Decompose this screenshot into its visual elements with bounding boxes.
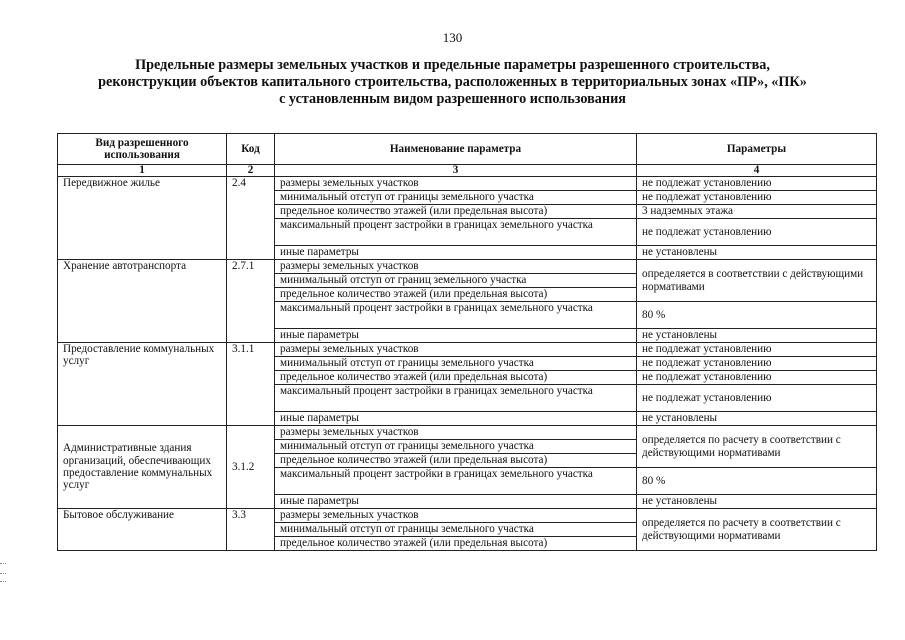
parameter-name-cell: предельное количество этажей (или предельная высота)	[275, 205, 637, 219]
code-cell: 3.1.1	[227, 343, 275, 426]
parameter-name-cell: размеры земельных участков	[275, 260, 637, 274]
parameter-value-cell: не подлежат установлению	[637, 177, 877, 191]
table-row	[58, 260, 877, 274]
table-row	[58, 343, 877, 357]
table-row	[58, 509, 877, 523]
usage-type-cell: Бытовое обслуживание	[58, 509, 227, 551]
code-cell: 3.1.2	[227, 426, 275, 509]
parameter-name-cell: предельное количество этажей (или предельная высота)	[275, 537, 637, 551]
parameter-value-cell: определяется по расчету в соответствии с действующими нормативами	[637, 426, 877, 468]
parameter-value-cell: не установлены	[637, 412, 877, 426]
parameter-name-cell: минимальный отступ от границы земельного участка	[275, 357, 637, 371]
parameter-name-cell: размеры земельных участков	[275, 509, 637, 523]
column-number: 1	[58, 165, 227, 177]
parameter-value-cell: не подлежат установлению	[637, 371, 877, 385]
parameter-name-cell: размеры земельных участков	[275, 426, 637, 440]
parameter-value-cell: не подлежат установлению	[637, 191, 877, 205]
column-number: 2	[227, 165, 275, 177]
title-line-2: реконструкции объектов капитального строительства, расположенных в территориальных зонах «ПР», «ПК»	[98, 74, 807, 90]
scan-edge-mark	[0, 573, 6, 574]
parameter-value-cell: не установлены	[637, 329, 877, 343]
parameter-value-cell: определяется в соответствии с действующими нормативами	[637, 260, 877, 302]
title-line-1: Предельные размеры земельных участков и предельные параметры разрешенного строительства,	[135, 57, 770, 73]
parameter-value-cell: не подлежат установлению	[637, 357, 877, 371]
parameter-name-cell: минимальный отступ от границы земельного участка	[275, 523, 637, 537]
parameter-value-cell: не установлены	[637, 246, 877, 260]
page-number: 130	[442, 30, 463, 45]
table-row	[58, 426, 877, 440]
parameter-name-cell: минимальный отступ от границы земельного участка	[275, 440, 637, 454]
parameter-name-cell: иные параметры	[275, 329, 637, 343]
parameter-name-cell: предельное количество этажей (или предельная высота)	[275, 454, 637, 468]
table-row	[58, 177, 877, 191]
parameter-name-cell: предельное количество этажей (или предельная высота)	[275, 288, 637, 302]
code-cell: 3.3	[227, 509, 275, 551]
parameters-table	[57, 133, 877, 551]
header-parameter-name: Наименование параметра	[275, 134, 637, 165]
parameter-value-cell: 80 %	[637, 468, 877, 495]
parameter-value-cell: не установлены	[637, 495, 877, 509]
usage-type-cell: Административные здания организаций, обеспечивающих предоставление коммунальных услуг	[58, 426, 227, 509]
column-numbers-row	[58, 165, 877, 177]
parameter-name-cell: максимальный процент застройки в границах земельного участка	[275, 468, 637, 495]
parameter-name-cell: размеры земельных участков	[275, 343, 637, 357]
parameter-name-cell: иные параметры	[275, 495, 637, 509]
parameter-name-cell: размеры земельных участков	[275, 177, 637, 191]
column-number: 4	[637, 165, 877, 177]
header-code: Код	[227, 134, 275, 165]
parameter-value-cell: 80 %	[637, 302, 877, 329]
parameter-name-cell: минимальный отступ от границы земельного участка	[275, 191, 637, 205]
code-cell: 2.7.1	[227, 260, 275, 343]
parameter-value-cell: не подлежат установлению	[637, 219, 877, 246]
parameter-name-cell: максимальный процент застройки в границах земельного участка	[275, 385, 637, 412]
parameter-name-cell: иные параметры	[275, 246, 637, 260]
title-line-3: с установленным видом разрешенного использования	[279, 91, 626, 107]
scan-edge-mark	[0, 563, 6, 564]
parameter-name-cell: максимальный процент застройки в границах земельного участка	[275, 219, 637, 246]
usage-type-cell: Передвижное жилье	[58, 177, 227, 260]
usage-type-cell: Предоставление коммунальных услуг	[58, 343, 227, 426]
parameter-name-cell: минимальный отступ от границ земельного участка	[275, 274, 637, 288]
column-number: 3	[275, 165, 637, 177]
parameter-name-cell: предельное количество этажей (или предельная высота)	[275, 371, 637, 385]
parameter-name-cell: максимальный процент застройки в границах земельного участка	[275, 302, 637, 329]
code-cell: 2.4	[227, 177, 275, 260]
scan-edge-mark	[0, 581, 6, 582]
usage-type-cell: Хранение автотранспорта	[58, 260, 227, 343]
header-parameters: Параметры	[637, 134, 877, 165]
parameter-value-cell: не подлежат установлению	[637, 343, 877, 357]
table-header-row	[58, 134, 877, 165]
document-title	[40, 57, 865, 108]
header-usage-type: Вид разрешенного использования	[58, 134, 227, 165]
parameter-value-cell: 3 надземных этажа	[637, 205, 877, 219]
parameter-value-cell: не подлежат установлению	[637, 385, 877, 412]
parameter-value-cell: определяется по расчету в соответствии с действующими нормативами	[637, 509, 877, 551]
parameter-name-cell: иные параметры	[275, 412, 637, 426]
